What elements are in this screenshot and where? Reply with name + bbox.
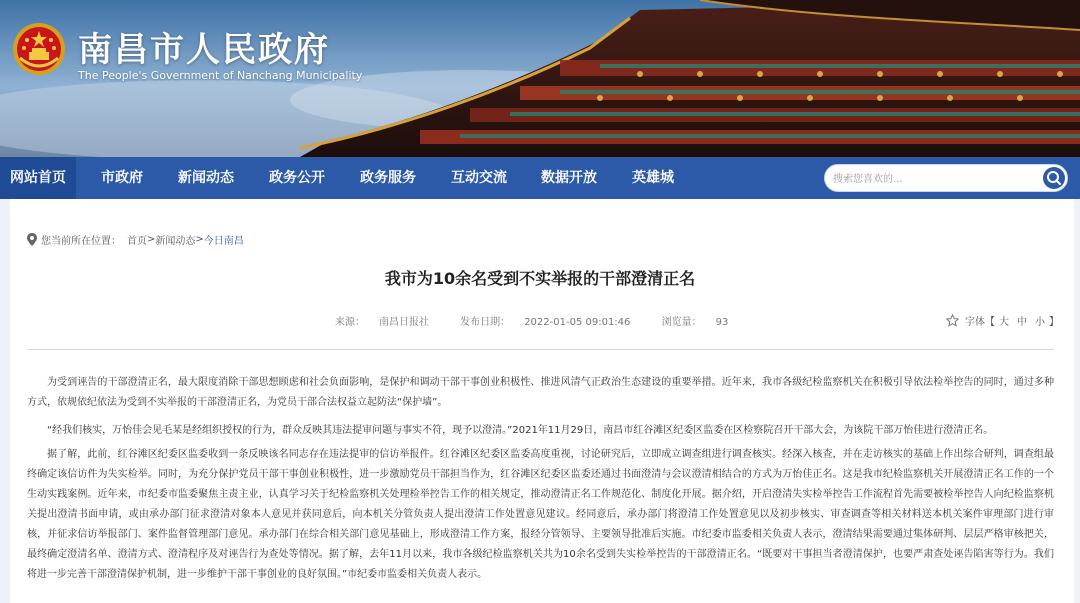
star-icon[interactable] bbox=[946, 314, 959, 327]
breadcrumb bbox=[27, 232, 244, 246]
meta-divider bbox=[27, 349, 1054, 350]
search-input[interactable] bbox=[833, 169, 1033, 189]
article-title: 我市为10余名受到不实举报的干部澄清正名 bbox=[384, 269, 696, 288]
font-size-large[interactable]: 大 bbox=[999, 317, 1009, 328]
font-size-control bbox=[946, 313, 1059, 328]
font-size-medium[interactable]: 中 bbox=[1017, 317, 1027, 328]
source-value: 南昌日报社 bbox=[379, 317, 429, 328]
breadcrumb-separator: > bbox=[147, 233, 156, 245]
breadcrumb-separator: > bbox=[195, 233, 204, 245]
national-emblem-icon bbox=[12, 22, 66, 76]
nav-item-home[interactable]: 网站首页 bbox=[0, 157, 76, 199]
search-box bbox=[824, 164, 1068, 192]
breadcrumb-home[interactable]: 首页 bbox=[127, 235, 147, 247]
nav-item-hero-city[interactable]: 英雄城 bbox=[632, 170, 674, 186]
views-label: 浏览量： bbox=[661, 317, 702, 328]
nav-item-government-affairs-disclosure[interactable]: 政务公开 bbox=[269, 170, 325, 186]
publish-date-value: 2022-01-05 09:01:46 bbox=[524, 317, 631, 328]
nav-item-city-government[interactable]: 市政府 bbox=[101, 170, 143, 186]
font-size-label: 字体【 bbox=[965, 317, 995, 328]
article-paragraph: 为受到诬告的干部澄清正名，最大限度消除干部思想顾虑和社会负面影响，是保护和调动干部干事创业积极性、推进风清气正政治生态建设的重要举措。近年来，我市各级纪检监察机关在积极引导依法检举控告的同时，通过多种方式，依规依纪依法为受到不实举报的干部澄清正名，为党员干部合法权益立起防法“保护墙”。 bbox=[27, 377, 1054, 408]
nav-item-open-data[interactable]: 数据开放 bbox=[541, 170, 597, 186]
search-icon bbox=[1043, 167, 1065, 189]
font-size-small[interactable]: 小 bbox=[1035, 317, 1045, 328]
location-pin-icon bbox=[27, 233, 37, 246]
header-banner bbox=[0, 0, 1080, 157]
breadcrumb-news[interactable]: 新闻动态 bbox=[155, 235, 196, 247]
nav-item-government-services[interactable]: 政务服务 bbox=[360, 170, 416, 186]
nav-item-interaction[interactable]: 互动交流 bbox=[451, 170, 507, 186]
search-button[interactable] bbox=[1043, 167, 1065, 189]
breadcrumb-prefix: 您当前所在位置： bbox=[41, 235, 121, 247]
article-paragraph: 据了解，此前，红谷滩区纪委区监委收到一条反映该名同志存在违法提审的信访举报件。红谷滩区纪委区监委高度重视，讨论研究后，立即成立调查组进行调查核实。经深入核查，并在走访核实的基础上作出综合研判，调查组最终确定该信访件为失实检举。同时，为充分保护党员干部干事创业积极性，进一步激励党员干部担当作为，红谷滩区纪委区监委还通过书面澄清与会议澄清相结合的方式为万怡佳正名。这是我市纪检监察机关开展澄清正名工作的一个生动实践案例。近年来，市纪委市监委聚焦主责主业，认真学习关于纪检监察机关处理检举控告工作的相关规定，推动澄清正名工作规范化、制度化开展。据介绍，开启澄清失实检举控告工作流程首先需要被检举控告人向纪检监察机关提出澄清书面申请，或由承办部门征求澄清对象本人意见并获同意后，向本机关分管负责人提出澄清工作处置意见建议。经同意后，承办部门将澄清工作处置意见以及初步核实、审查调查等相关材料送本机关案件审理部门进行审核，并征求信访举报部门、案件监督管理部门意见。承办部门在综合相关部门意见基础上，形成澄清工作方案，报经分管领导、主要领导批准后实施。市纪委市监委相关负责人表示，澄清结果需要通过集体研判、层层严格审核把关，最终确定澄清名单、澄清方式、澄清程序及对诬告行为查处等情况。据了解，去年11月以来，我市各级纪检监察机关共为10余名受到失实检举控告的干部澄清正名。“既要对干事担当者澄清保护，也要严肃查处诬告陷害等行为。我们将进一步完善干部澄清保护机制，进一步维护干部干事创业的良好氛围。”市纪委市监委相关负责人表示。 bbox=[27, 449, 1054, 580]
publish-date-label: 发布日期： bbox=[460, 317, 511, 328]
article-meta bbox=[335, 313, 756, 328]
site-subtitle: The People's Government of Nanchang Municipality bbox=[78, 69, 363, 82]
font-size-close-bracket: 】 bbox=[1049, 317, 1059, 328]
site-title: 南昌市人民政府 bbox=[78, 30, 330, 70]
source-label: 来源： bbox=[335, 317, 365, 328]
views-value: 93 bbox=[715, 317, 729, 328]
article-paragraph: “经我们核实，万怡佳会见毛某是经组织授权的行为，群众反映其违法提审问题与事实不符，现予以澄清。”2021年11月29日，南昌市红谷滩区纪委区监委在区检察院召开干部大会，为该院干部万怡佳进行澄清正名。 bbox=[47, 425, 994, 436]
nav-item-news[interactable]: 新闻动态 bbox=[178, 170, 234, 186]
breadcrumb-today-nanchang[interactable]: 今日南昌 bbox=[203, 235, 244, 247]
